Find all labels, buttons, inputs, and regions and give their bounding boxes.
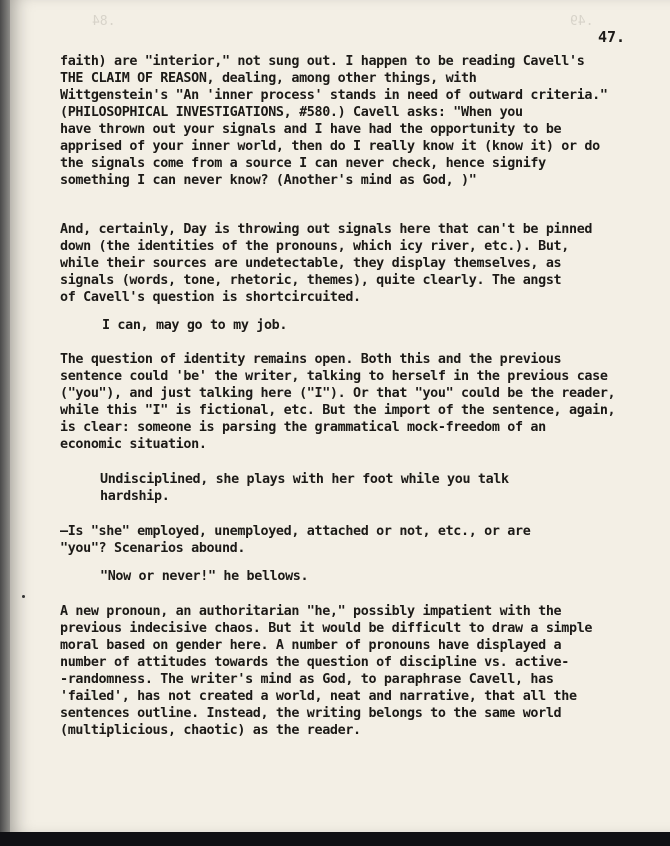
paragraph-line: THE CLAIM OF REASON, dealing, among other things, with bbox=[60, 71, 477, 86]
paragraph-line: sentences outline. Instead, the writing belongs to the same world bbox=[60, 706, 562, 721]
margin-mark bbox=[22, 595, 25, 598]
paragraph-line: faith) are "interior," not sung out. I happen to be reading Cavell's bbox=[60, 54, 585, 69]
paragraph-line: have thrown out your signals and I have had the opportunity to be bbox=[60, 122, 562, 137]
paragraph-line: A new pronoun, an authoritarian "he," possibly impatient with the bbox=[60, 604, 562, 619]
paragraph-line: is clear: someone is parsing the grammatical mock-freedom of an bbox=[60, 420, 546, 435]
paragraph-line: Wittgenstein's "An 'inner process' stands in need of outward criteria." bbox=[60, 88, 608, 103]
paragraph-line: moral based on gender here. A number of pronouns have displayed a bbox=[60, 638, 562, 653]
paragraph-line: And, certainly, Day is throwing out signals here that can't be pinned bbox=[60, 222, 593, 237]
paragraph-line: apprised of your inner world, then do I really know it (know it) or do bbox=[60, 139, 600, 154]
bleed-through: .49 bbox=[570, 14, 594, 29]
quoted-sentence: hardship. bbox=[100, 489, 170, 504]
paragraph-line: (multiplicious, chaotic) as the reader. bbox=[60, 723, 361, 738]
paragraph-line: something I can never know? (Another's mind as God, )" bbox=[60, 173, 477, 188]
paragraph-line: while their sources are undetectable, they display themselves, as bbox=[60, 256, 562, 271]
paragraph-line: number of attitudes towards the question of discipline vs. active- bbox=[60, 655, 569, 670]
paragraph-line: —Is "she" employed, unemployed, attached or not, etc., or are bbox=[60, 524, 531, 539]
paragraph-line: signals (words, tone, rhetoric, themes), quite clearly. The angst bbox=[60, 273, 562, 288]
paragraph-line: the signals come from a source I can never check, hence signify bbox=[60, 156, 546, 171]
paragraph-line: ("you"), and just talking here ("I"). Or that "you" could be the reader, bbox=[60, 386, 616, 401]
paragraph-line: of Cavell's question is shortcircuited. bbox=[60, 290, 361, 305]
paragraph-line: -randomness. The writer's mind as God, to paraphrase Cavell, has bbox=[60, 672, 554, 687]
quoted-sentence: Undisciplined, she plays with her foot while you talk bbox=[100, 472, 509, 487]
scan-bottom-edge bbox=[0, 832, 670, 846]
binding-shadow bbox=[0, 0, 10, 846]
paragraph-line: down (the identities of the pronouns, which icy river, etc.). But, bbox=[60, 239, 569, 254]
bleed-through: .84 bbox=[92, 14, 116, 29]
paragraph-line: economic situation. bbox=[60, 437, 207, 452]
quoted-sentence: I can, may go to my job. bbox=[102, 318, 288, 333]
paragraph-line: "you"? Scenarios abound. bbox=[60, 541, 246, 556]
paragraph-line: 'failed', has not created a world, neat and narrative, that all the bbox=[60, 689, 577, 704]
paragraph-line: (PHILOSOPHICAL INVESTIGATIONS, #580.) Cavell asks: "When you bbox=[60, 105, 523, 120]
paragraph-line: previous indecisive chaos. But it would be difficult to draw a simple bbox=[60, 621, 593, 636]
quoted-sentence: "Now or never!" he bellows. bbox=[100, 569, 309, 584]
paragraph-line: sentence could 'be' the writer, talking to herself in the previous case bbox=[60, 369, 608, 384]
document-page bbox=[10, 0, 670, 832]
page-number: 47. bbox=[598, 28, 626, 46]
paragraph-line: while this "I" is fictional, etc. But the import of the sentence, again, bbox=[60, 403, 616, 418]
paragraph-line: The question of identity remains open. Both this and the previous bbox=[60, 352, 562, 367]
